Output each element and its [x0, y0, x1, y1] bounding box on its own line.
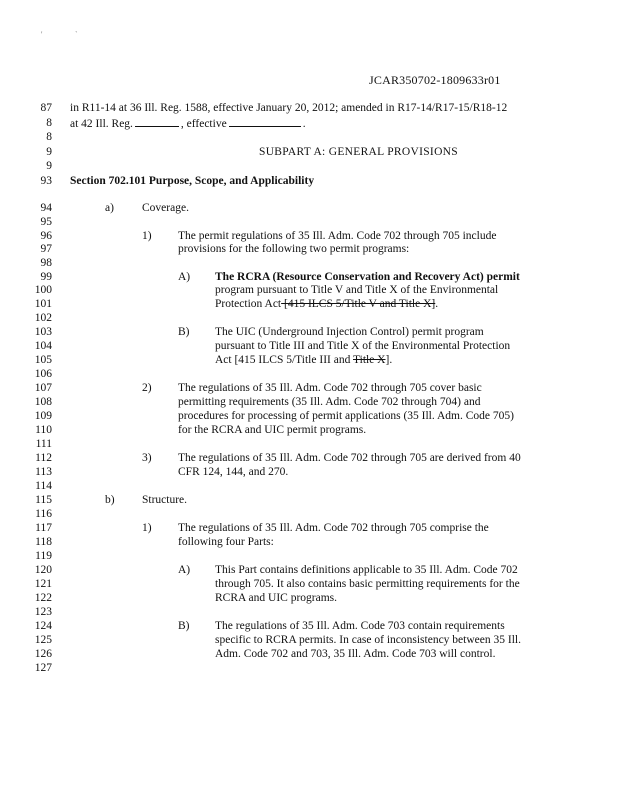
line-number: 112: [35, 452, 52, 464]
line-number: 107: [34, 382, 52, 394]
line-number: 117: [35, 522, 52, 534]
line-number: 98: [40, 257, 52, 269]
paragraph-label: 2): [142, 382, 152, 394]
line-number: 109: [34, 410, 52, 422]
text-run: ].: [385, 354, 393, 366]
section-title: Section 702.101 Purpose, Scope, and Applicability: [70, 175, 315, 187]
paragraph-line: The regulations of 35 Ill. Adm. Code 702 through 705 cover basic: [178, 382, 482, 394]
amendment-text: at 42 Ill. Reg.: [70, 118, 133, 130]
subsection-heading: Structure.: [142, 494, 188, 506]
subparagraph-label: A): [178, 564, 191, 576]
subparagraph-line: This Part contains definitions applicable to 35 Ill. Adm. Code 702: [215, 564, 518, 576]
line-number: 101: [34, 298, 52, 310]
subparagraph-line: The regulations of 35 Ill. Adm. Code 703 contain requirements: [215, 620, 505, 632]
scan-mark: ': [41, 30, 43, 39]
amendment-text: , effective: [180, 118, 227, 130]
struck-text: [415 ILCS 5/Title V and Title X]: [281, 298, 436, 310]
line-number: 8: [46, 131, 52, 143]
subparagraph-label: B): [178, 620, 190, 632]
line-number: 108: [34, 396, 52, 408]
subparagraph-line: The RCRA (Resource Conservation and Recovery Act) permit: [215, 271, 520, 283]
line-number: 102: [34, 312, 52, 324]
paragraph-line: The permit regulations of 35 Ill. Adm. Code 702 through 705 include: [178, 230, 497, 242]
line-number: 105: [34, 354, 52, 366]
struck-text: Title X: [353, 354, 386, 366]
line-number: 106: [34, 368, 52, 380]
subparagraph-line: [215, 354, 392, 366]
subsection-label: b): [105, 494, 115, 506]
line-number: 104: [34, 340, 52, 352]
text-run: Protection Act: [215, 298, 282, 310]
line-number: 120: [34, 564, 52, 576]
text-run: Act [415 ILCS 5/Title III and: [215, 354, 353, 366]
line-number: 124: [34, 620, 52, 632]
line-number: 123: [34, 606, 52, 618]
line-number: 100: [34, 284, 52, 296]
paragraph-line: The regulations of 35 Ill. Adm. Code 702 through 705 comprise the: [178, 522, 489, 534]
line-number: 93: [40, 175, 52, 187]
amendment-text: .: [302, 118, 306, 130]
paragraph-line: CFR 124, 144, and 270.: [178, 466, 289, 478]
paragraph-line: The regulations of 35 Ill. Adm. Code 702 through 705 are derived from 40: [178, 452, 521, 464]
paragraph-label: 1): [142, 230, 152, 242]
subparagraph-line: Adm. Code 702 and 703, 35 Ill. Adm. Code 703 will control.: [215, 648, 496, 660]
line-number: 121: [34, 578, 52, 590]
line-number: 125: [34, 634, 52, 646]
line-number: 97: [40, 243, 52, 255]
subparagraph-line: The UIC (Underground Injection Control) permit program: [215, 326, 484, 338]
document-id: JCAR350702-1809633r01: [369, 73, 501, 87]
line-number: 96: [40, 230, 52, 242]
paragraph-line: procedures for processing of permit applications (35 Ill. Adm. Code 705): [178, 410, 514, 422]
subparagraph-line: pursuant to Title III and Title X of the Environmental Protection: [215, 340, 511, 352]
subparagraph-label: A): [178, 271, 191, 283]
line-number: 126: [34, 648, 52, 660]
paragraph-label: 3): [142, 452, 152, 464]
line-number: 94: [40, 202, 52, 214]
line-number: 103: [34, 326, 52, 338]
line-number: 110: [35, 424, 52, 436]
line-number: 114: [35, 480, 52, 492]
amendment-history-line: in R11-14 at 36 Ill. Reg. 1588, effective January 20, 2012; amended in R17-14/R17-15/R18-12: [70, 102, 508, 114]
paragraph-line: for the RCRA and UIC permit programs.: [178, 424, 367, 436]
paragraph-label: 1): [142, 522, 152, 534]
line-number: 127: [34, 662, 52, 674]
line-number: 113: [35, 466, 52, 478]
line-number: 87: [40, 102, 52, 114]
line-number: 111: [35, 438, 52, 450]
subparagraph-line: [215, 298, 438, 310]
amendment-history-line: [70, 117, 306, 130]
subparagraph-line: through 705. It also contains basic permitting requirements for the: [215, 578, 520, 590]
subparagraph-line: program pursuant to Title V and Title X of the Environmental: [215, 284, 499, 296]
line-number: 115: [35, 494, 52, 506]
paragraph-line: permitting requirements (35 Ill. Adm. Code 702 through 704) and: [178, 396, 481, 408]
paragraph-line: following four Parts:: [178, 536, 274, 548]
line-number: 119: [35, 550, 52, 562]
blank-fill-line: [135, 117, 179, 127]
line-number: 9: [46, 146, 52, 158]
subsection-label: a): [105, 202, 114, 214]
line-number: 122: [34, 592, 52, 604]
subsection-heading: Coverage.: [142, 202, 189, 214]
subparagraph-label: B): [178, 326, 190, 338]
blank-fill-line: [229, 117, 301, 127]
subparagraph-line: RCRA and UIC programs.: [215, 592, 338, 604]
line-number: 118: [35, 536, 52, 548]
paragraph-line: provisions for the following two permit programs:: [178, 243, 410, 255]
line-number: 99: [40, 271, 52, 283]
text-run: .: [435, 298, 439, 310]
line-number: 95: [40, 216, 52, 228]
line-number: 116: [35, 508, 52, 520]
line-number: 9: [46, 160, 52, 172]
subparagraph-line: specific to RCRA permits. In case of inconsistency between 35 Ill.: [215, 634, 521, 646]
subpart-heading: SUBPART A: GENERAL PROVISIONS: [259, 146, 458, 158]
line-number: 8: [46, 117, 52, 129]
scan-mark: `: [75, 30, 78, 39]
